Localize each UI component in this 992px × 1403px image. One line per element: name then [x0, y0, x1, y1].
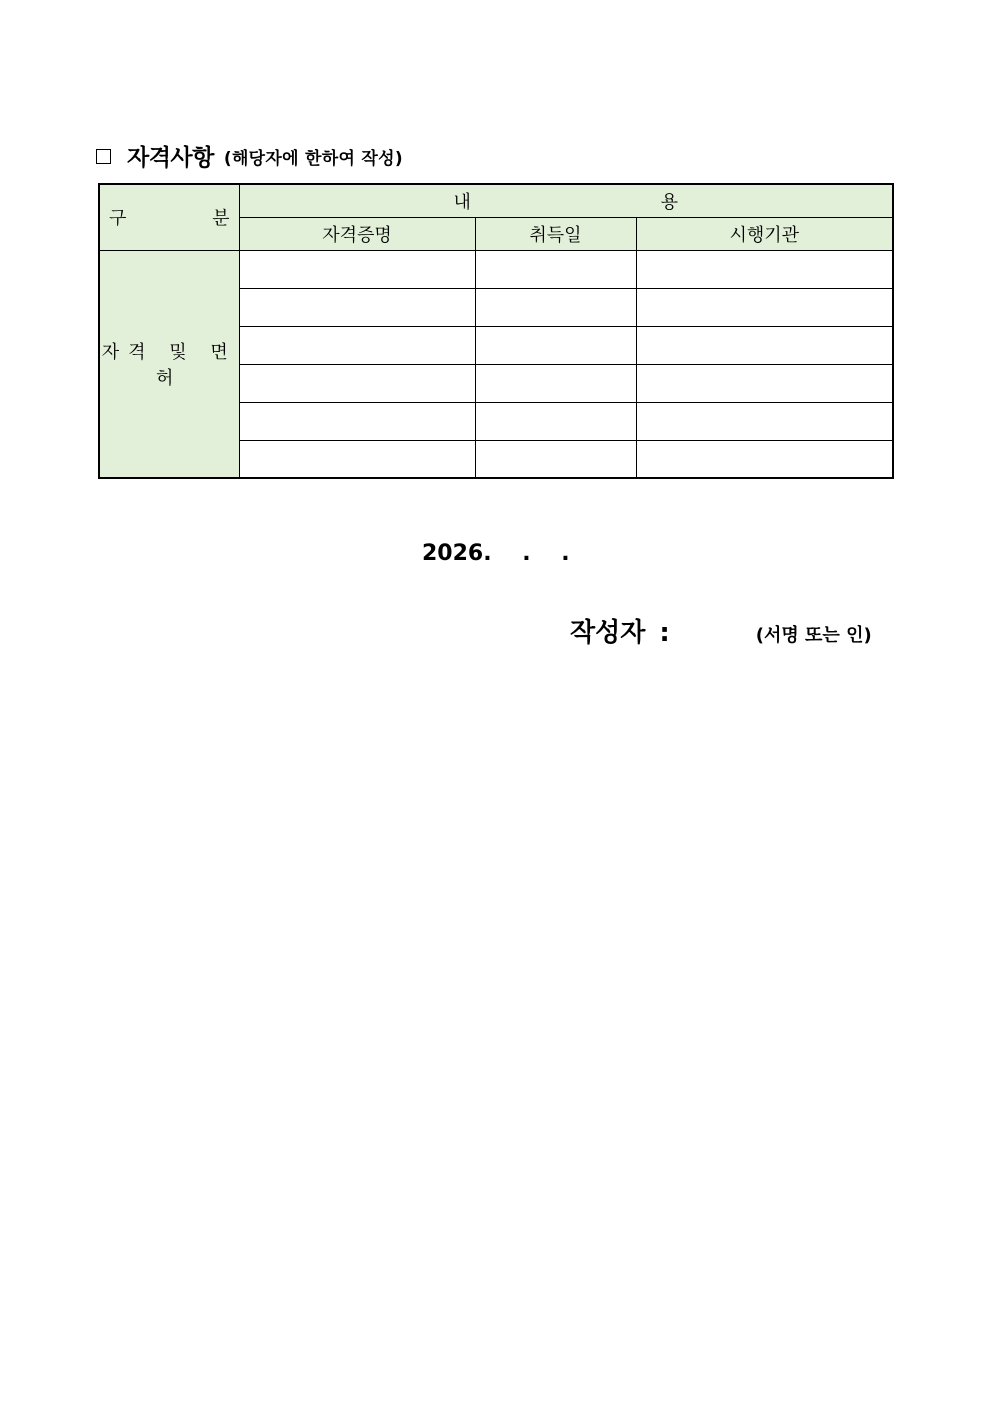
table-cell[interactable]: [239, 326, 475, 364]
author-line: [570, 612, 872, 649]
column-header: 시행기관: [636, 217, 893, 250]
author-label: 작성자: [570, 618, 646, 648]
table-cell[interactable]: [239, 250, 475, 288]
signature-note: (서명 또는 인): [755, 625, 872, 646]
section-note: (해당자에 한하여 작성): [223, 149, 403, 169]
row-label: 자격 및 면허: [99, 250, 239, 478]
table-cell[interactable]: [636, 364, 893, 402]
date-line: 2026. . .: [422, 541, 570, 566]
table-cell[interactable]: [475, 402, 636, 440]
table-cell[interactable]: [475, 326, 636, 364]
table-cell[interactable]: [636, 250, 893, 288]
empty-square-icon: [96, 149, 111, 164]
section-heading: [96, 140, 403, 170]
table-cell[interactable]: [475, 288, 636, 326]
table-cell[interactable]: [636, 326, 893, 364]
column-header: 자격증명: [239, 217, 475, 250]
table-cell[interactable]: [636, 402, 893, 440]
table-cell[interactable]: [239, 402, 475, 440]
section-title: 자격사항: [127, 144, 214, 171]
table-cell[interactable]: [475, 250, 636, 288]
table-cell[interactable]: [475, 364, 636, 402]
author-colon: :: [659, 618, 670, 648]
table-cell[interactable]: [636, 288, 893, 326]
table-cell[interactable]: [475, 440, 636, 478]
table-cell[interactable]: [239, 288, 475, 326]
qualifications-table: [98, 183, 894, 479]
header-category: 구 분: [99, 184, 239, 250]
table-cell[interactable]: [636, 440, 893, 478]
table-cell[interactable]: [239, 440, 475, 478]
header-content: 내 용: [239, 184, 893, 217]
table-row: [99, 250, 893, 288]
table-cell[interactable]: [239, 364, 475, 402]
column-header: 취득일: [475, 217, 636, 250]
